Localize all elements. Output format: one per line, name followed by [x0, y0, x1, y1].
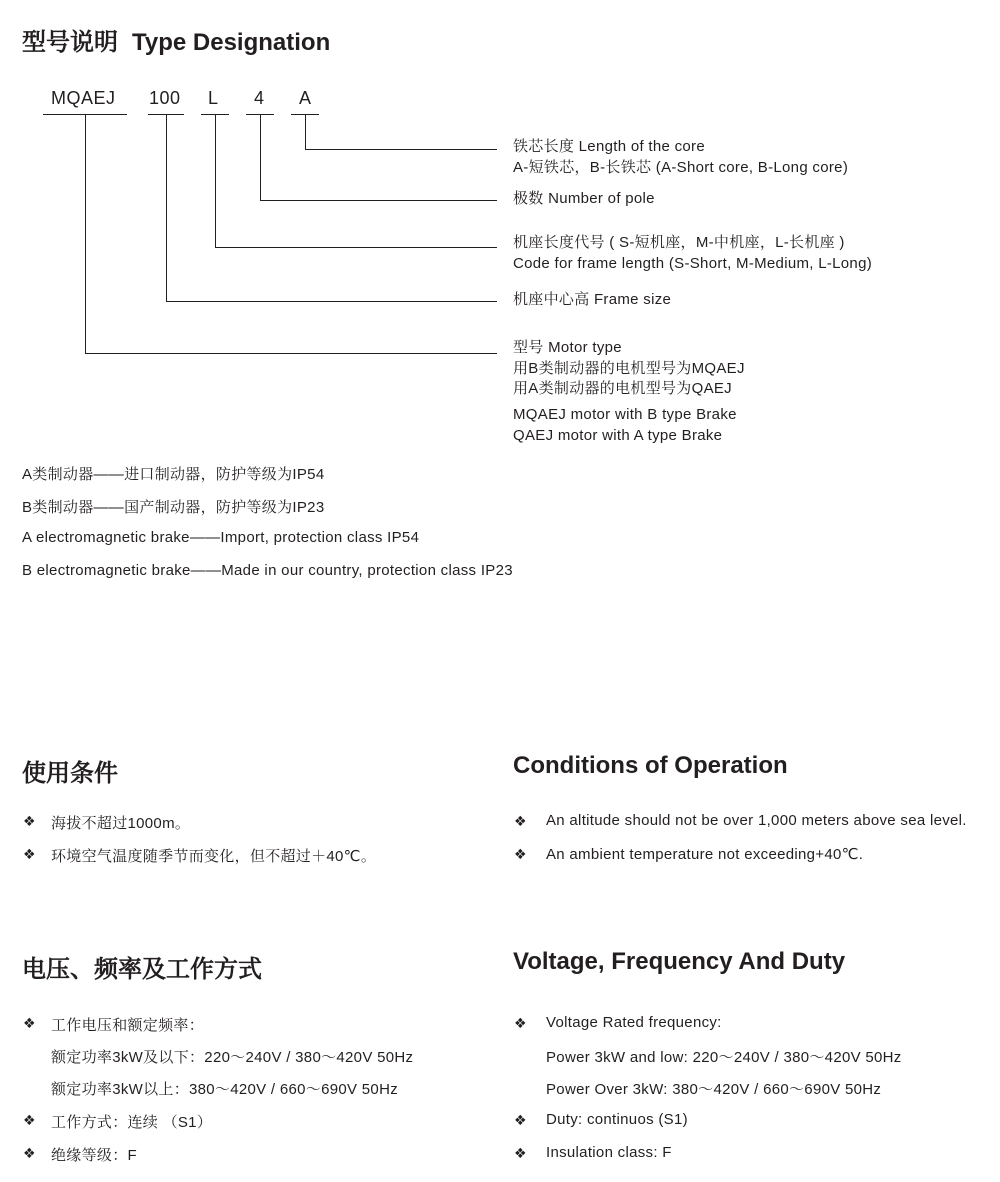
insulation-en: Insulation class: F	[546, 1144, 672, 1161]
bullet-icon: ❖	[23, 1015, 36, 1031]
brake-note-a-cn: A类制动器——进口制动器，防护等级为IP54	[22, 466, 325, 483]
legend-frame-length: 机座长度代号 ( S-短机座，M-中机座，L-长机座 ) Code for frame length (S-Short, M-Medium, L-Long)	[513, 234, 873, 272]
bullet-icon: ❖	[23, 813, 36, 829]
condition-altitude-en: An altitude should not be over 1,000 meters above sea level.	[546, 812, 967, 829]
leader-frame-size	[167, 115, 498, 302]
bullet-icon: ❖	[23, 846, 36, 862]
bullet-icon: ❖	[514, 1112, 527, 1128]
bullet-icon: ❖	[514, 1145, 527, 1161]
leader-frame-length	[216, 115, 498, 248]
title-cn: 型号说明	[22, 29, 118, 56]
bullet-icon: ❖	[514, 846, 527, 862]
code-part-frame-length: L	[208, 88, 219, 108]
brake-note-b-cn: B类制动器——国产制动器，防护等级为IP23	[22, 499, 325, 516]
condition-temperature-en: An ambient temperature not exceeding+40℃.	[546, 846, 864, 863]
bullet-icon: ❖	[514, 813, 527, 829]
title-en: Type Designation	[132, 29, 331, 56]
brake-note-a-en: A electromagnetic brake——Import, protection class IP54	[22, 529, 420, 546]
leader-core	[306, 115, 498, 150]
voltage-power-high-cn: 额定功率3kW以上：380～420V / 660～690V 50Hz	[51, 1081, 399, 1098]
code-part-core: A	[299, 88, 312, 108]
leader-motor-type	[86, 115, 498, 354]
bullet-icon: ❖	[23, 1145, 36, 1161]
voltage-title-cn: 电压、频率及工作方式	[22, 956, 262, 983]
condition-temperature-cn: 环境空气温度随季节而变化，但不超过＋40℃。	[51, 848, 377, 865]
code-part-frame-size: 100	[149, 88, 181, 108]
insulation-cn: 绝缘等级：F	[51, 1147, 137, 1164]
legend-motor-type-en: MQAEJ motor with B type Brake QAEJ motor with A type Brake	[513, 406, 737, 444]
code-part-poles: 4	[254, 88, 265, 108]
legend-poles: 极数 Number of pole	[513, 190, 655, 207]
legend-core-length: 铁芯长度 Length of the core A-短铁芯，B-长铁芯 (A-Short core, B-Long core)	[513, 138, 849, 176]
conditions-title-cn: 使用条件	[22, 760, 118, 787]
brake-note-b-en: B electromagnetic brake——Made in our country, protection class IP23	[22, 562, 513, 579]
voltage-power-low-cn: 额定功率3kW及以下：220～240V / 380～420V 50Hz	[51, 1049, 414, 1066]
voltage-power-high-en: Power Over 3kW: 380～420V / 660～690V 50Hz	[546, 1081, 882, 1098]
legend-motor-type: 型号 Motor type 用B类制动器的电机型号为MQAEJ 用A类制动器的电机型号为QAEJ	[513, 339, 745, 397]
duty-cn: 工作方式：连续 （S1）	[51, 1114, 213, 1131]
condition-altitude-cn: 海拔不超过1000m。	[51, 815, 191, 832]
duty-en: Duty: continuos (S1)	[546, 1111, 688, 1128]
leader-poles	[261, 115, 498, 201]
voltage-rated-label-en: Voltage Rated frequency:	[546, 1014, 722, 1031]
voltage-power-low-en: Power 3kW and low: 220～240V / 380～420V 50Hz	[546, 1049, 902, 1066]
code-part-mqaej: MQAEJ	[51, 88, 116, 108]
legend-frame-size: 机座中心高 Frame size	[513, 291, 672, 308]
voltage-rated-label-cn: 工作电压和额定频率：	[51, 1017, 205, 1034]
bullet-icon: ❖	[23, 1112, 36, 1128]
designation-connector-lines	[0, 0, 1000, 460]
conditions-title-en: Conditions of Operation	[513, 752, 788, 779]
voltage-title-en: Voltage, Frequency And Duty	[513, 948, 846, 975]
bullet-icon: ❖	[514, 1015, 527, 1031]
